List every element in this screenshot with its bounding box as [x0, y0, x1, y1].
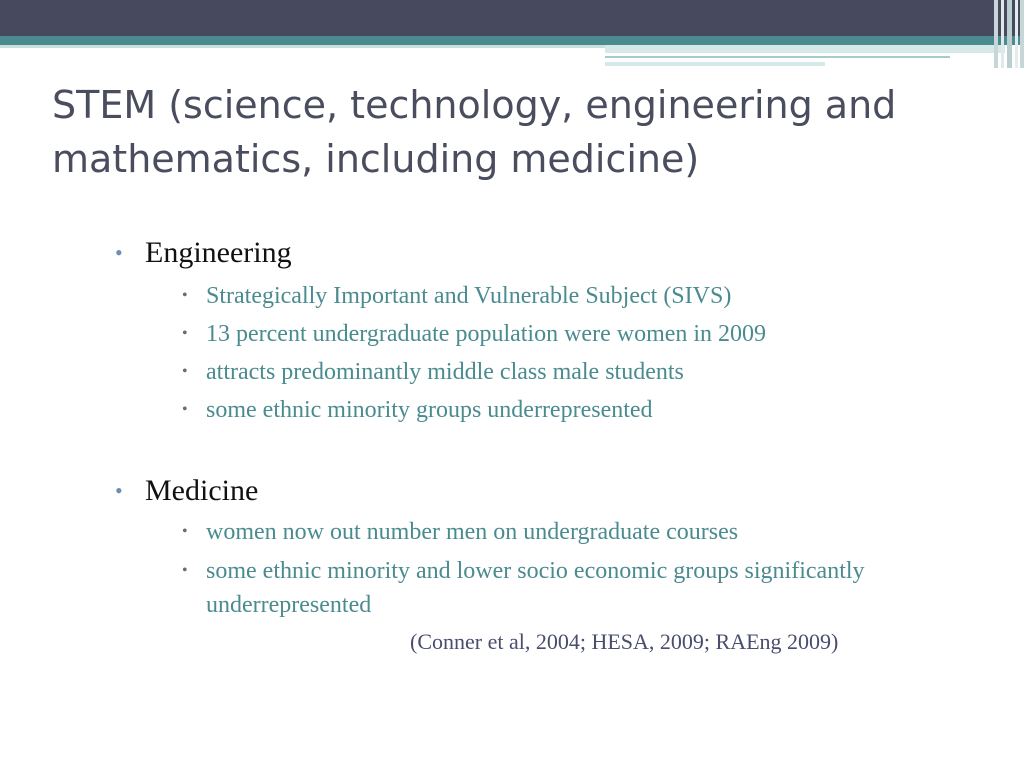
title-line-1: STEM (science, technology, engineering and: [52, 83, 897, 127]
section-heading-medicine: [115, 473, 259, 509]
small-bullet-icon: •: [182, 325, 188, 342]
header-light-strip: [605, 45, 1005, 53]
citation: (Conner et al, 2004; HESA, 2009; RAEng 2009): [410, 629, 839, 654]
header-dark-band: [0, 0, 1024, 36]
vertical-bar: [1001, 0, 1004, 68]
list-item: [182, 279, 976, 313]
section-heading-label: Medicine: [145, 474, 259, 507]
list-item: [182, 515, 976, 549]
small-bullet-icon: •: [182, 523, 188, 540]
vertical-bar: [994, 0, 998, 68]
small-bullet-icon: •: [182, 401, 188, 418]
header-teal-band: [0, 36, 1024, 45]
list-item-text: some ethnic minority groups underrepresented: [206, 397, 653, 423]
list-item-text: attracts predominantly middle class male students: [206, 359, 684, 385]
list-item-text: women now out number men on undergraduate courses: [206, 519, 739, 545]
list-item-text: Strategically Important and Vulnerable Subject (SIVS): [206, 283, 732, 309]
list-item-text: some ethnic minority and lower socio economic groups significantly underrepresented: [206, 558, 865, 618]
list-item: [182, 393, 976, 427]
small-bullet-icon: •: [182, 562, 188, 579]
vertical-bar: [1020, 0, 1024, 68]
slide-title: [52, 78, 992, 186]
small-bullet-icon: •: [182, 363, 188, 380]
list-item: [182, 554, 926, 622]
vertical-bar: [1015, 0, 1018, 68]
list-item: [182, 317, 976, 351]
title-line-2: mathematics, including medicine): [52, 137, 700, 181]
small-bullet-icon: •: [182, 287, 188, 304]
section-heading-label: Engineering: [145, 236, 292, 269]
list-item: [182, 355, 976, 389]
list-item-text: 13 percent undergraduate population were women in 2009: [206, 321, 767, 347]
header-thin-line: [605, 56, 950, 58]
bullet-icon: •: [115, 240, 123, 265]
section-heading-engineering: [115, 235, 292, 271]
bullet-icon: •: [115, 478, 123, 503]
header-light-strip: [0, 45, 605, 48]
header-vertical-bars: [994, 0, 1024, 68]
vertical-bar: [1007, 0, 1012, 68]
header-light-strip: [605, 62, 825, 66]
